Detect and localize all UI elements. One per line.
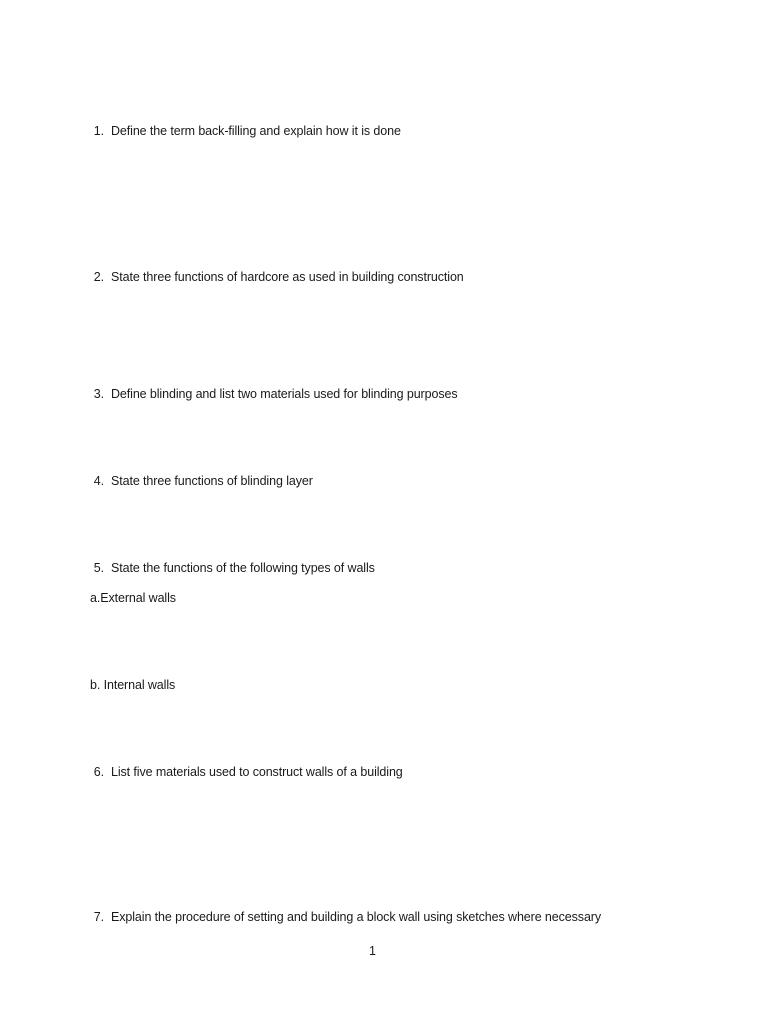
sub-item-external-walls: a.External walls — [90, 591, 176, 605]
question-text: State the functions of the following types of walls — [111, 561, 375, 575]
question-number: 6. — [93, 765, 104, 779]
question-text: State three functions of blinding layer — [111, 474, 313, 488]
question-text: List five materials used to construct walls of a building — [111, 765, 403, 779]
question-text: Define blinding and list two materials used for blinding purposes — [111, 387, 458, 401]
question-number: 1. — [93, 124, 104, 138]
sub-item-internal-walls: b. Internal walls — [90, 678, 176, 692]
question-text: Define the term back-filling and explain how it is done — [111, 124, 401, 138]
question-number: 4. — [93, 474, 104, 488]
question-number: 2. — [93, 270, 104, 284]
question-number: 3. — [93, 387, 104, 401]
page-number: 1 — [369, 944, 376, 958]
question-text: Explain the procedure of setting and building a block wall using sketches where necessary — [111, 910, 602, 924]
question-number: 5. — [93, 561, 104, 575]
question-text: State three functions of hardcore as used in building construction — [111, 270, 464, 284]
question-number: 7. — [93, 910, 104, 924]
